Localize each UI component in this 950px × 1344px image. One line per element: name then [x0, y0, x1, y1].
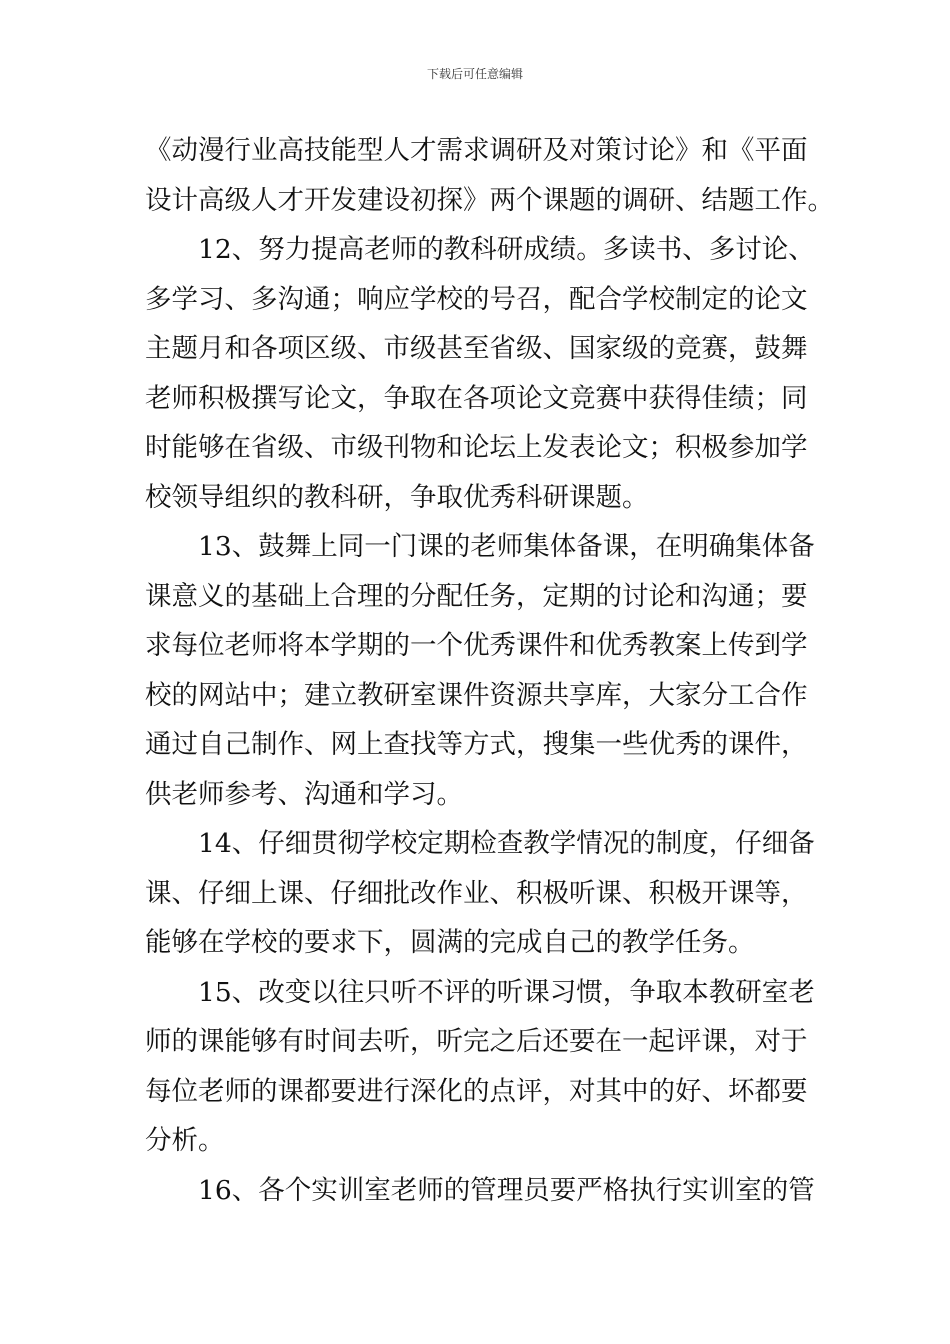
- text-line: 校的网站中；建立教研室课件资源共享库，大家分工合作: [145, 679, 808, 711]
- text-line: 分析。: [145, 1125, 225, 1156]
- text-line: 老师积极撰写论文，争取在各项论文竞赛中获得佳绩；同: [145, 382, 808, 414]
- text-line: 每位老师的课都要进行深化的点评，对其中的好、坏都要: [145, 1075, 808, 1107]
- text-line: 能够在学校的要求下，圆满的完成自己的教学任务。: [145, 927, 755, 958]
- page-header-note: 下载后可任意编辑: [426, 67, 523, 81]
- text-line: 师的课能够有时间去听，听完之后还要在一起评课，对于: [145, 1026, 808, 1057]
- text-line: 通过自己制作、网上查找等方式，搜集一些优秀的课件，: [145, 729, 808, 760]
- text-line: 供老师参考、沟通和学习。: [145, 778, 463, 810]
- text-line: 求每位老师将本学期的一个优秀课件和优秀教案上传到学: [145, 630, 808, 661]
- text-line: 校领导组织的教科研，争取优秀科研课题。: [145, 481, 649, 513]
- text-line-first: 15、改变以往只听不评的听课习惯，争取本教研室老: [198, 976, 815, 1008]
- paragraph-11-continuation: [145, 126, 834, 225]
- text-line: 主题月和各项区级、市级甚至省级、国家级的竞赛，鼓舞: [145, 333, 808, 364]
- text-line-first: 12、努力提高老师的教科研成绩。多读书、多讨论、: [198, 234, 815, 265]
- document-body: [145, 126, 834, 1215]
- text-line: 设计高级人才开发建设初探》两个课题的调研、结题工作。: [145, 184, 834, 216]
- paragraph-13: [145, 522, 815, 819]
- paragraph-15: [145, 968, 815, 1166]
- text-line-first: 16、各个实训室老师的管理员要严格执行实训室的管: [198, 1174, 815, 1206]
- text-line-first: 13、鼓舞上同一门课的老师集体备课，在明确集体备: [198, 531, 815, 562]
- text-line-first: 14、仔细贯彻学校定期检查教学情况的制度，仔细备: [198, 828, 815, 859]
- text-line: 多学习、多沟通；响应学校的号召，配合学校制定的论文: [145, 283, 808, 315]
- paragraph-16: [145, 1166, 815, 1216]
- text-line: 课意义的基础上合理的分配任务，定期的讨论和沟通；要: [145, 580, 808, 612]
- text-line: 时能够在省级、市级刊物和论坛上发表论文；积极参加学: [145, 432, 808, 463]
- text-line: 课、仔细上课、仔细批改作业、积极听课、积极开课等，: [145, 877, 808, 909]
- paragraph-14: [145, 819, 815, 968]
- paragraph-12: [145, 225, 815, 522]
- text-line: 《动漫行业高技能型人才需求调研及对策讨论》和《平面: [145, 135, 808, 166]
